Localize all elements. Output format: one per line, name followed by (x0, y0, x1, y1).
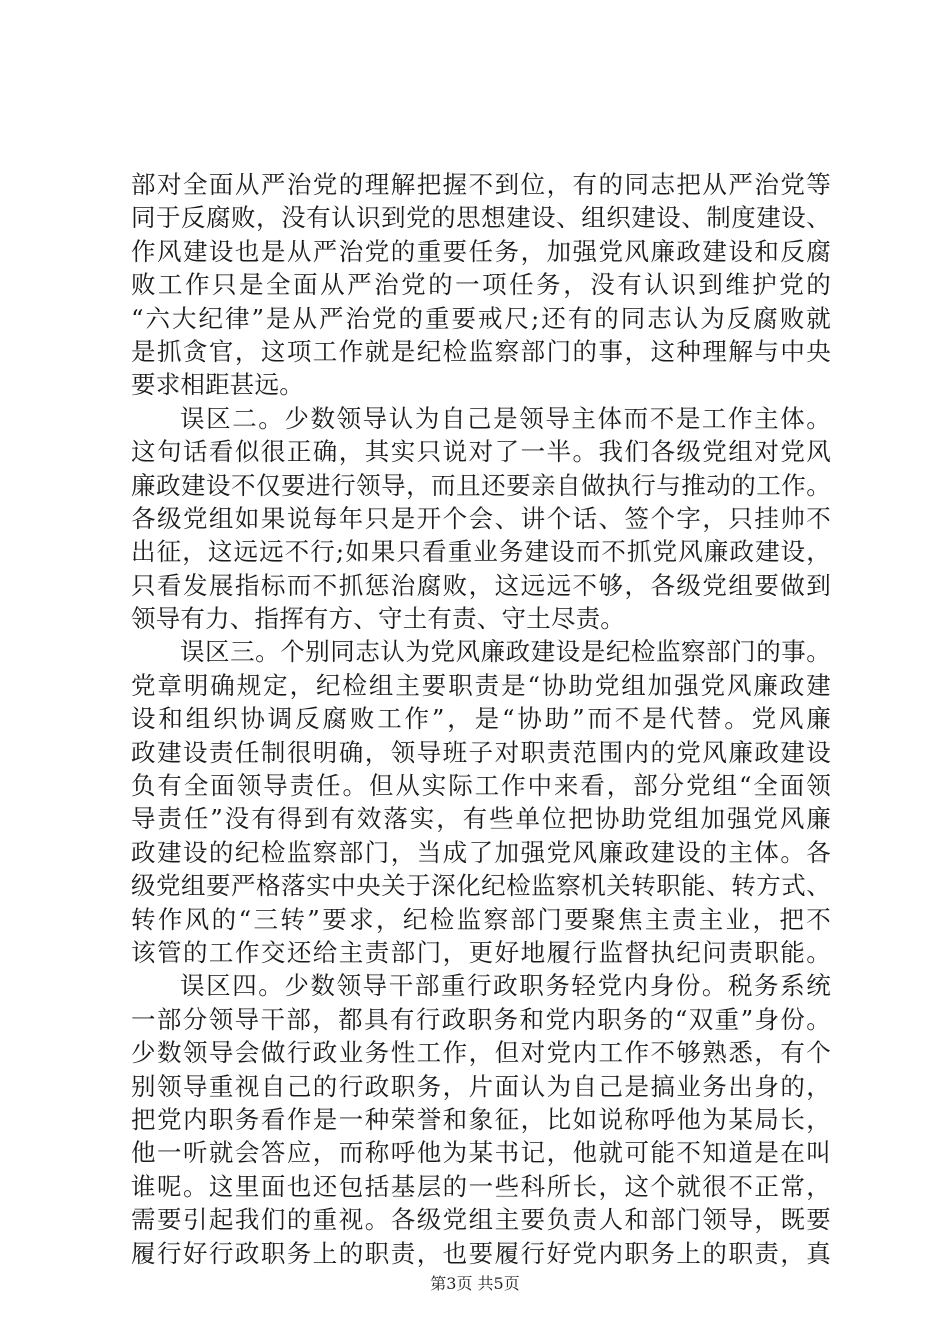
text-line: 一部分领导干部，都具有行政职务和党内职务的“双重”身份。 (131, 1004, 831, 1034)
text-line: 该管的工作交还给主责部门，更好地履行监督执纪问责职能。 (131, 937, 831, 967)
text-line: 级党组要严格落实中央关于深化纪检监察机关转职能、转方式、 (131, 871, 831, 901)
text-line: 要求相距甚远。 (131, 370, 304, 400)
text-line: 作风建设也是从严治党的重要任务，加强党风廉政建设和反腐 (131, 236, 831, 266)
text-line: 导责任”没有得到有效落实，有些单位把协助党组加强党风廉 (131, 804, 831, 834)
text-line: 领导有力、指挥有方、守土有责、守土尽责。 (131, 604, 625, 634)
text-line: 这句话看似很正确，其实只说对了一半。我们各级党组对党风 (131, 437, 831, 467)
text-line: 廉政建设不仅要进行领导，而且还要亲自做执行与推动的工作。 (131, 470, 831, 500)
page-number-label: 第3页 共5页 (430, 1274, 520, 1293)
text-line: 出征，这远远不行;如果只看重业务建设而不抓党风廉政建设， (131, 537, 831, 567)
text-line: 政建设责任制很明确，领导班子对职责范围内的党风廉政建设 (131, 737, 831, 767)
text-line: 需要引起我们的重视。各级党组主要负责人和部门领导，既要 (131, 1205, 831, 1235)
text-line: 党章明确规定，纪检组主要职责是“协助党组加强党风廉政建 (131, 670, 831, 700)
page-footer (0, 1274, 950, 1294)
text-line: 转作风的“三转”要求，纪检监察部门要聚焦主责主业，把不 (131, 904, 831, 934)
text-line: 设和组织协调反腐败工作”，是“协助”而不是代替。党风廉 (131, 704, 831, 734)
text-line: 各级党组如果说每年只是开个会、讲个话、签个字，只挂帅不 (131, 503, 831, 533)
document-body (131, 168, 831, 1270)
text-line: 他一听就会答应，而称呼他为某书记，他就可能不知道是在叫 (131, 1138, 831, 1168)
text-line: 政建设的纪检监察部门，当成了加强党风廉政建设的主体。各 (131, 837, 831, 867)
text-line: 同于反腐败，没有认识到党的思想建设、组织建设、制度建设、 (131, 203, 831, 233)
text-line: 败工作只是全面从严治党的一项任务，没有认识到维护党的 (131, 270, 831, 300)
paragraph-heading-line: 误区四。少数领导干部重行政职务轻党内身份。税务系统 (180, 971, 831, 1001)
text-line: “六大纪律”是从严治党的重要戒尺;还有的同志认为反腐败就 (131, 303, 831, 333)
text-line: 部对全面从严治党的理解把握不到位，有的同志把从严治党等 (131, 170, 831, 199)
paragraph-heading-line: 误区三。个别同志认为党风廉政建设是纪检监察部门的事。 (180, 637, 831, 667)
text-line: 只看发展指标而不抓惩治腐败，这远远不够，各级党组要做到 (131, 570, 831, 600)
text-line: 别领导重视自己的行政职务，片面认为自己是搞业务出身的， (131, 1071, 831, 1101)
text-line: 少数领导会做行政业务性工作，但对党内工作不够熟悉，有个 (131, 1038, 831, 1068)
text-line: 谁呢。这里面也还包括基层的一些科所长，这个就很不正常， (131, 1171, 831, 1201)
paragraph-heading-line: 误区二。少数领导认为自己是领导主体而不是工作主体。 (180, 403, 831, 433)
text-line: 是抓贪官，这项工作就是纪检监察部门的事，这种理解与中央 (131, 336, 831, 366)
text-line: 履行好行政职务上的职责，也要履行好党内职务上的职责，真 (131, 1238, 831, 1268)
text-line: 把党内职务看作是一种荣誉和象征，比如说称呼他为某局长， (131, 1104, 831, 1134)
text-line: 负有全面领导责任。但从实际工作中来看，部分党组“全面领 (131, 771, 831, 801)
